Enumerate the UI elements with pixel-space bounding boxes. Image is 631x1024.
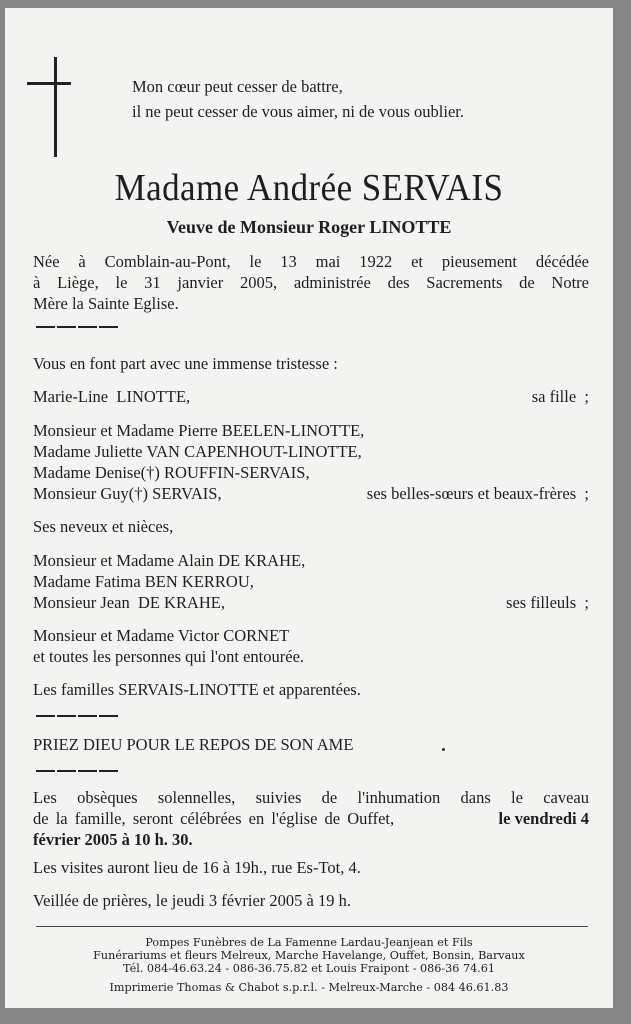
birth-death-paragraph [33, 251, 589, 314]
footer-line-1: Pompes Funèbres de La Famenne Lardau-Jeanjean et Fils [145, 936, 473, 949]
footer-line-3: Tél. 084-46.63.24 - 086-36.75.82 et Louis Fraipont - 086-36 74.61 [123, 962, 495, 975]
in-law-1: Monsieur et Madame Pierre BEELEN-LINOTTE, [33, 421, 365, 440]
godchildren-relation: ses filleuls ; [506, 593, 589, 612]
funeral-notice-card [5, 8, 613, 1008]
daughter-name: Marie-Line LINOTTE, [33, 387, 191, 406]
vigil: Veillée de prières, le jeudi 3 février 2005 à 19 h. [33, 891, 351, 910]
widow-of: Veuve de Monsieur Roger LINOTTE [166, 217, 452, 237]
funeral-line-1: Les obsèques solennelles, suivies de l'inhumation dans le caveau [33, 788, 589, 807]
deceased-name: Madame Andrée SERVAIS [114, 167, 504, 209]
godchild-3-row [33, 592, 589, 613]
epitaph [132, 74, 464, 124]
in-law-4: Monsieur Guy(†) SERVAIS, [33, 484, 222, 503]
funeral-home-footer [5, 936, 613, 975]
visits: Les visites auront lieu de 16 à 19h., rue Es-Tot, 4. [33, 858, 361, 877]
prayer: PRIEZ DIEU POUR LE REPOS DE SON AME [33, 735, 354, 754]
daughter-relation: sa fille ; [531, 387, 589, 406]
in-law-4-row [33, 483, 589, 504]
announcement: Vous en font part avec une immense tristesse : [33, 354, 338, 373]
birth-death-text-1: Née à Comblain-au-Pont, le 13 mai 1922 et pieusement décédée [33, 252, 589, 271]
cross-icon [54, 57, 57, 157]
separator-dashes-3 [36, 770, 118, 772]
birth-death-line-2 [33, 272, 589, 293]
families: Les familles SERVAIS-LINOTTE et apparentées. [33, 680, 361, 699]
printer-credit: Imprimerie Thomas & Chabot s.p.r.l. - Melreux-Marche - 084 46.61.83 [109, 981, 509, 994]
funeral-line-2-bold: le vendredi 4 [498, 809, 589, 828]
birth-death-line-3: Mère la Sainte Eglise. [33, 294, 179, 313]
others-line-2: et toutes les personnes qui l'ont entourée. [33, 647, 305, 666]
others-line-1: Monsieur et Madame Victor CORNET [33, 626, 290, 645]
funeral-line-2 [33, 808, 589, 829]
nephews: Ses neveux et nièces, [33, 517, 174, 536]
in-laws-relation: ses belles-sœurs et beaux-frères ; [366, 484, 589, 503]
daughter-row [33, 386, 589, 407]
in-law-3: Madame Denise(†) ROUFFIN-SERVAIS, [33, 463, 310, 482]
godchildren-block [33, 550, 589, 613]
funeral-date-time: février 2005 à 10 h. 30. [33, 830, 193, 849]
separator-dashes-2 [36, 715, 118, 717]
cross-icon-bar [27, 82, 71, 85]
separator-dashes [36, 326, 118, 328]
epitaph-line-2: il ne peut cesser de vous aimer, ni de vous oublier. [132, 102, 465, 121]
others-block [33, 625, 589, 667]
epitaph-line-1: Mon cœur peut cesser de battre, [132, 77, 343, 96]
in-law-2: Madame Juliette VAN CAPENHOUT-LINOTTE, [33, 442, 362, 461]
godchild-2: Madame Fatima BEN KERROU, [33, 572, 254, 591]
footer-divider [36, 926, 588, 927]
in-laws-block [33, 420, 589, 504]
footer-line-2: Funérariums et fleurs Melreux, Marche Havelange, Ouffet, Bonsin, Barvaux [93, 949, 525, 962]
ink-speck [442, 748, 445, 751]
funeral-paragraph [33, 787, 589, 850]
birth-death-text-2: à Liège, le 31 janvier 2005, administrée des Sacrements de Notre [33, 273, 589, 292]
birth-death-line-1 [33, 251, 589, 272]
godchild-3: Monsieur Jean DE KRAHE, [33, 593, 226, 612]
godchild-1: Monsieur et Madame Alain DE KRAHE, [33, 551, 306, 570]
funeral-line-2-plain: de la famille, seront célébrées en l'église de Ouffet, [33, 809, 395, 828]
